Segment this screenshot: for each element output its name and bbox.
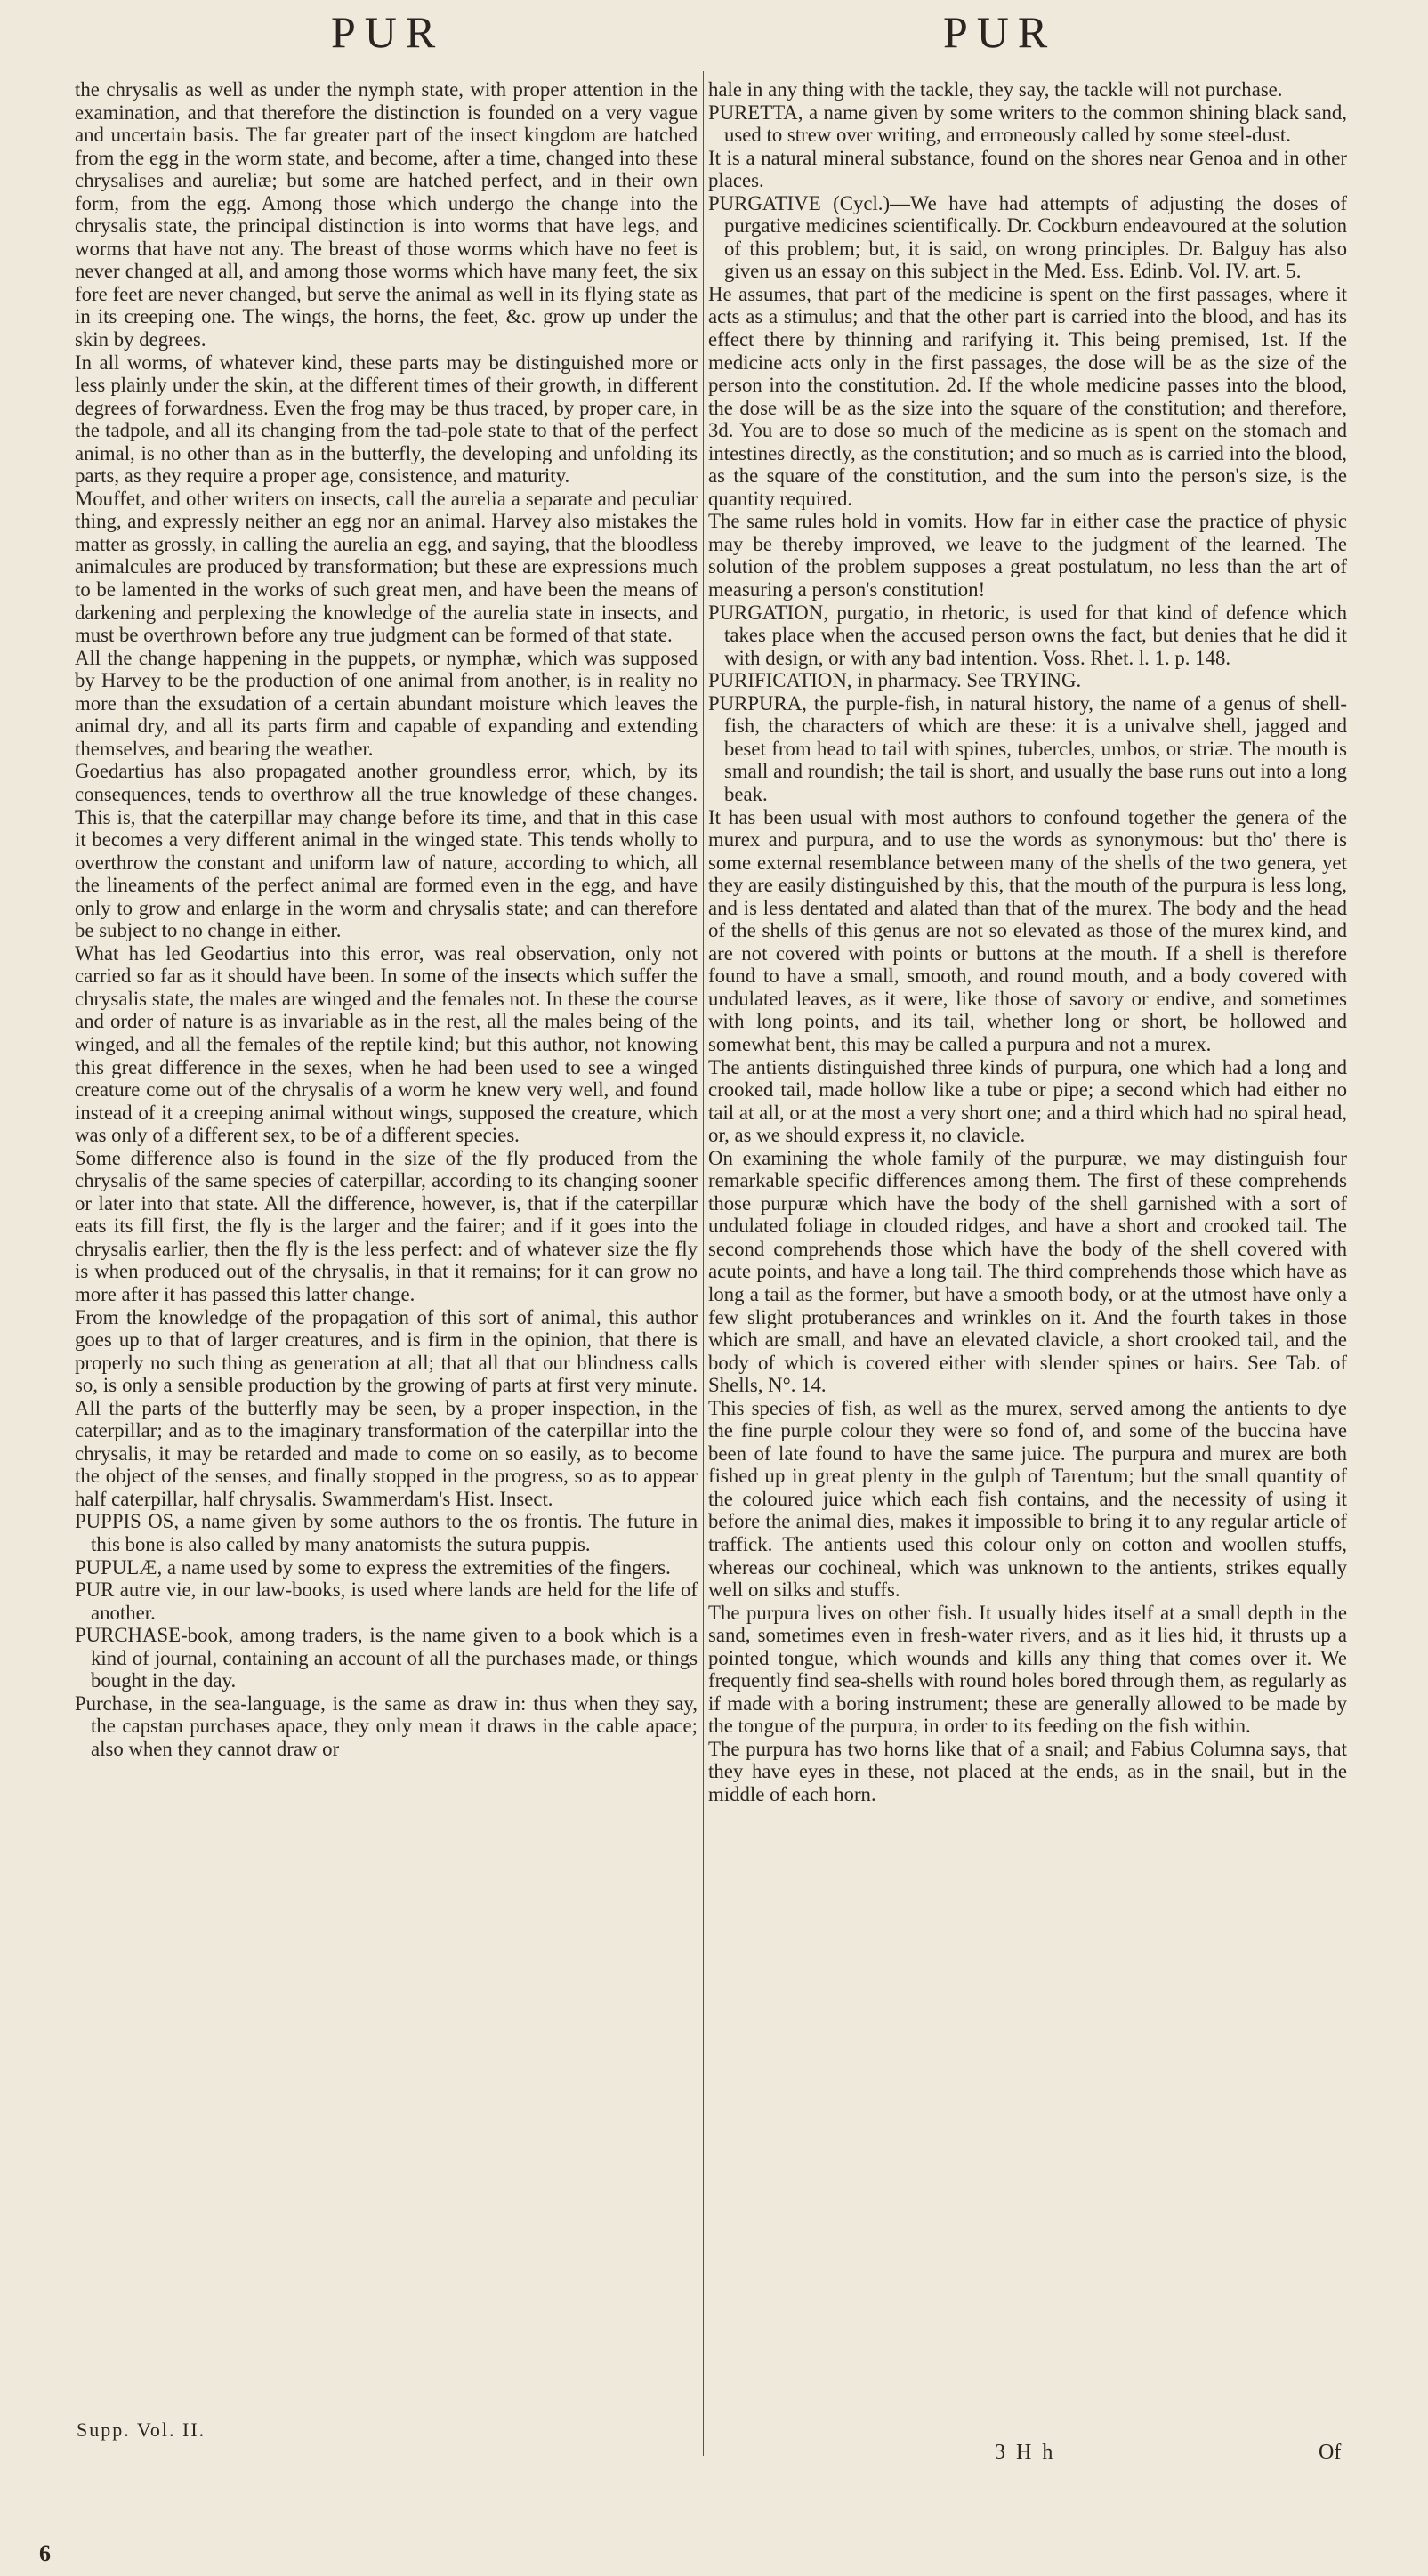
paragraph: Goedartius has also propagated another groundless error, which, by its consequences, tends to overthrow all the true knowledge of these changes. This is, that the caterpillar may change before its time, and that in this case it becomes a very different animal in the winged state. This tends wholly to overthrow the constant and uniform law of nature, according to which, all the lineaments of the perfect animal are formed even in the egg, and have only to grow and enlarge in the worm and chrysalis state; and can therefore be subject to no change in either.: [75, 760, 698, 942]
paragraph: What has led Geodartius into this error, was real observation, only not carried so far as it should have been. In some of the insects which suffer the chrysalis state, the males are winged and the females not. In these the course and order of nature is as invariable as in the rest, all the males being of the winged, and all the females of the reptile kind; but this author, not knowing this great difference in the sexes, when he had been used to see a winged creature come out of the chrysalis of a worm he knew very well, and found instead of it a creeping animal without wings, supposed the creature, which was only of a different sex, to be of a different species.: [75, 941, 698, 1147]
right-column: [708, 78, 1347, 1806]
running-head-left: PUR: [331, 7, 445, 57]
paragraph: This species of fish, as well as the murex, served among the antients to dye the fine purple colour they were so fond of, and some of the buccina have been of late found to have the same juice. The purpura and murex are both fished up in great plenty in the gulph of Tarentum; but the small quantity of the coloured juice which each fish contains, and the necessity of using it before the animal dies, makes it impossible to bring it to any regular article of traffick. The antients used this colour only on cotton and woollen stuffs, whereas our cochineal, which was unknown to the antients, strikes equally well on silks and stuffs.: [708, 1396, 1347, 1602]
paragraph: the chrysalis as well as under the nymph state, with proper attention in the examination, and that therefore the distinction is founded on a very vague and uncertain basis. The far greater part of the insect kingdom are hatched from the egg in the worm state, and become, after a time, changed into these chrysalises and aureliæ; but some are hatched perfect, and in their own form, from the egg. Among those which undergo the change into the chrysalis state, the principal distinction is into worms that have legs, and worms that have not any. The breast of those worms which have no feet is never changed at all, and among those worms which have many feet, the six fore feet are never changed, but serve the animal as well in its flying state as in its creeping one. The wings, the horns, the feet, &c. grow up under the skin by degrees.: [75, 78, 698, 351]
catchword: Of: [1319, 2441, 1342, 2464]
paragraph: He assumes, that part of the medicine is spent on the first passages, where it acts as a stimulus; and that the other part is carried into the blood, and has its effect there by thinning and rarifying it. This being premised, 1st. If the medicine acts only in the first passages, the dose will be as the size of the person into the constitution. 2d. If the whole medicine passes into the blood, the dose will be as the size into the square of the constitution; and therefore, 3d. You are to dose so much of the medicine as is spent on the stomach and intestines directly, as the constitution; and so much as is carried into the blood, as the square of the constitution, and the sum into the person's size, is the quantity required.: [708, 282, 1347, 510]
left-column: [75, 78, 698, 1760]
paragraph: It is a natural mineral substance, found on the shores near Genoa and in other places.: [708, 146, 1347, 192]
paragraph: The antients distinguished three kinds of purpura, one which had a long and crooked tail, made hollow like a tube or pipe; a second which had either no tail at all, or at the most a very short one; and a third which had no spiral head, or, as we should express it, no clavicle.: [708, 1055, 1347, 1147]
paragraph: All the change happening in the puppets, or nymphæ, which was supposed by Harvey to be the production of one animal from another, is in reality no more than the exsudation of a certain abundant moisture which leaves the animal dry, and all its parts firm and capable of expanding and extending themselves, and bearing the weather.: [75, 646, 698, 760]
paragraph: hale in any thing with the tackle, they say, the tackle will not purchase.: [708, 78, 1283, 101]
entry-purification: PURIFICATION, in pharmacy. See TRYING.: [708, 669, 1082, 692]
paragraph: From the knowledge of the propagation of this sort of animal, this author goes up to that of larger creatures, and is firm in the opinion, that there is properly no such thing as generation at all; that all that our blindness calls so, is only a sensible production by the growing of parts at first very minute. All the parts of the butterfly may be seen, by a proper inspection, in the caterpillar; and as to the imaginary transformation of the caterpillar into the chrysalis, it may be retarded and made to come on so easily, as to become the object of the senses, and finally stopped in the progress, so as to appear half caterpillar, half chrysalis. Swammerdam's Hist. Insect.: [75, 1305, 698, 1510]
entry-purgation: PURGATION, purgatio, in rhetoric, is used for that kind of defence which takes place when the accused person owns the fact, but denies that he did it with design, or with any bad intention. Voss. Rhet. l. 1. p. 148.: [708, 601, 1347, 669]
entry-purchase: Purchase, in the sea-language, is the same as draw in: thus when they say, the capstan purchases apace, they only mean it draws in the cable apace; also when they cannot draw or: [75, 1692, 698, 1760]
volume-signature: Supp. Vol. II.: [77, 2419, 206, 2441]
paragraph: It has been usual with most authors to confound together the genera of the murex and purpura, and to use the words as synonymous: but tho' there is some external resemblance between many of the shells of the two genera, yet they are easily distinguished by this, that the mouth of the purpura is less long, and is less dentated and alated than that of the murex. The body and the head of the shells of this genus are not so elevated as those of the murex kind, and are not covered with points or buttons at the mouth. If a shell is therefore found to have a small, smooth, and round mouth, and a body covered with undulated leaves, as it were, like those of savory or endive, and sometimes with long points, and its tail, whether long or short, be hollowed and somewhat bent, this may be called a purpura and not a murex.: [708, 805, 1347, 1055]
paragraph: The purpura has two horns like that of a snail; and Fabius Columna says, that they have eyes in these, not placed at the ends, as in the snail, but in the middle of each horn.: [708, 1737, 1347, 1806]
column-divider: [703, 71, 704, 2456]
paragraph: The same rules hold in vomits. How far in either case the practice of physic may be thereby improved, we leave to the judgment of the learned. The solution of the problem supposes a great postulatum, no less than the art of measuring a person's constitution!: [708, 510, 1347, 602]
paragraph: In all worms, of whatever kind, these parts may be distinguished more or less plainly under the skin, at the different times of their growth, in different degrees of forwardness. Even the frog may be thus traced, by proper care, in the tadpole, and all its changing from the tad-pole state to that of the perfect animal, is no other than as in the butterfly, the developing and unfolding its parts, as they require a proper age, consistence, and maturity.: [75, 351, 698, 488]
entry-purchase-book: PURCHASE-book, among traders, is the name given to a book which is a kind of journal, containing an account of all the purchases made, or things bought in the day.: [75, 1624, 698, 1692]
running-head-right: PUR: [943, 7, 1057, 57]
paragraph: On examining the whole family of the purpuræ, we may distinguish four remarkable specific differences among them. The first of these comprehends those purpuræ which have the body of the shell garnished with a sort of undulated foliage in clouded ridges, and have a short and crooked tail. The second comprehends those which have the body of the shell covered with acute points, and have a long tail. The third comprehends those which have as long a tail as the former, but have a smooth body, or at the utmost have only a few slight protuberances and wrinkles on it. And the fourth takes in those which are small, and have an elevated clavicle, a short crooked tail, and the body of which is covered either with slender spines or hairs. See Tab. of Shells, N°. 14.: [708, 1146, 1347, 1397]
page-number: 6: [39, 2540, 51, 2566]
paragraph: The purpura lives on other fish. It usually hides itself at a small depth in the sand, sometimes even in fresh-water rivers, and as it lies hid, it thrusts up a pointed tongue, which wounds and kills any thing that comes over it. We frequently find sea-shells with round holes bored through them, as regularly as if made with a boring instrument; these are generally allowed to be made by the tongue of the purpura, in order to its feeding on the fish within.: [708, 1601, 1347, 1738]
paragraph: Some difference also is found in the size of the fly produced from the chrysalis of the same species of caterpillar, according to its changing sooner or later into that state. All the difference, however, is, that if the caterpillar eats its fill first, the fly is the larger and the fairer; and if it goes into the chrysalis earlier, then the fly is the less perfect: and of whatever size the fly is when produced out of the chrysalis, in that it remains; for it can grow no more after it has passed this latter change.: [75, 1146, 698, 1305]
signature-mark: 3 H h: [995, 2441, 1056, 2464]
entry-pur-autre-vie: PUR autre vie, in our law-books, is used where lands are held for the life of another.: [75, 1579, 698, 1624]
paragraph: Mouffet, and other writers on insects, call the aurelia a separate and peculiar thing, and expressly neither an egg nor an animal. Harvey also mistakes the matter as grossly, in calling the aurelia an egg, and saying, that the bloodless animalcules are produced by transformation; but these are expressions much to be lamented in the works of such great men, and have been the means of darkening and perplexing the knowledge of the aurelia state in insects, and must be overthrown before any true judgment can be formed of that state.: [75, 487, 698, 647]
entry-pupulae: PUPULÆ, a name used by some to express the extremities of the fingers.: [75, 1555, 671, 1579]
entry-purgative: PURGATIVE (Cycl.)—We have had attempts of adjusting the doses of purgative medicines scientifically. Dr. Cockburn endeavoured at the solution of this problem; but, it is said, on wrong principles. Dr. Balguy has also given us an essay on this subject in the Med. Ess. Edinb. Vol. IV. art. 5.: [708, 191, 1347, 283]
entry-puppis-os: PUPPIS OS, a name given by some authors to the os frontis. The future in this bone is also called by many anatomists the sutura puppis.: [75, 1510, 698, 1555]
entry-puretta: PURETTA, a name given by some writers to the common shining black sand, used to strew over writing, and erroneously called by some steel-dust.: [708, 101, 1347, 147]
entry-purpura: PURPURA, the purple-fish, in natural history, the name of a genus of shell-fish, the characters of which are these: it is a univalve shell, jagged and beset from head to tail with spines, tubercles, umbos, or striæ. The mouth is small and roundish; the tail is short, and usually the base runs out into a long beak.: [708, 691, 1347, 805]
